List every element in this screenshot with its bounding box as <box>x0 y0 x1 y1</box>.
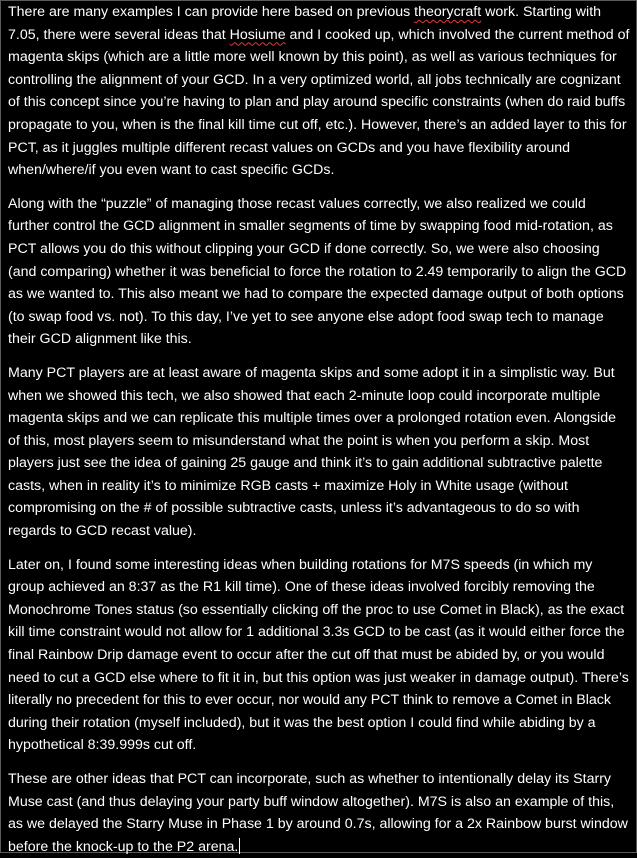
paragraph-4: Later on, I found some interesting ideas when building rotations for M7S speeds (in which my group achieved an 8:37 as the R1 kill time). One of these ideas involved forcibly removing the Monochrome Tones status (so essentially clicking off the proc to use Comet in Black), as the exact kill time constraint would not allow for 1 additional 3.3s GCD to be cast (as it would either force the final Rainbow Drip damage event to occur after the cut off that must be abided by, or you would need to cut a GCD else where to fit it in, but this option was just weaker in damage output). There’s literally no precedent for this to ever occur, nor would any PCT think to remove a Comet in Black during their rotation (myself included), but it was the best option I could find while abiding by a hypothetical 8:39.999s cut off. <box>8 556 629 754</box>
paragraph-1-text-c: and I cooked up, which involved the current method of magenta skips (which are a little more well known by this point), as well as various techniques for controlling the alignment of your GCD. In a very optimized world, all jobs technically are cognizant of this concept since you’re having to plan and play around specific constraints (when do raid buffs propagate to you, when is the final kill time cut off, etc.). However, there’s an added layer to this for PCT, as it juggles multiple different recast values on GCDs and you have flexibility around when/where/if you even want to cast specific GCDs. <box>8 26 630 179</box>
paragraph-3: Many PCT players are at least aware of magenta skips and some adopt it in a simplistic way. But when we showed this tech, we also showed that each 2-minute loop could incorporate multiple magenta skips and we can replicate this multiple times over a prolonged rotation even. Alongside of this, most players seem to misunderstand what the point is when you perform a skip. Most players just see the idea of gaining 25 gauge and think it’s to gain additional subtractive palette casts, when in reality it’s to minimize RGB casts + maximize Holy in White usage (without compromising on the # of possible subtractive casts, unless it’s advantageous to do so with regards to GCD recast value). <box>8 364 617 540</box>
paragraph-5 <box>8 768 630 858</box>
paragraph-1-text-b: work. Starting with 7.05, there were several ideas that <box>8 4 602 43</box>
text-cursor <box>239 838 240 854</box>
paragraph-1 <box>8 1 630 182</box>
misspelled-word[interactable]: theorycraft <box>414 4 482 20</box>
misspelled-word[interactable]: Hosiume <box>229 26 286 43</box>
paragraph-5-text: These are other ideas that PCT can incorporate, such as whether to intentionally delay its Starry Muse cast (and thus delaying your party buff window altogether). M7S is also an example of this, as we delayed the Starry Muse in Phase 1 by around 0.7s, allowing for a 2x Rainbow burst window before the knock-up to the P2 arena. <box>8 771 628 855</box>
paragraph-1-text-a: There are many examples I can provide here based on previous <box>8 4 415 20</box>
paragraph-2: Along with the “puzzle” of managing those recast values correctly, we also realized we could further control the GCD alignment in smaller segments of time by swapping food mid-rotation, as PCT allows you do this without clipping your GCD if done correctly. So, we were also choosing (and comparing) whether it was beneficial to force the rotation to 2.49 temporarily to align the GCD as we wanted to. This also meant we had to compare the expected damage output of both options (to swap food vs. not). To this day, I’ve yet to see anyone else adopt food swap tech to manage their GCD alignment like this. <box>8 195 627 348</box>
